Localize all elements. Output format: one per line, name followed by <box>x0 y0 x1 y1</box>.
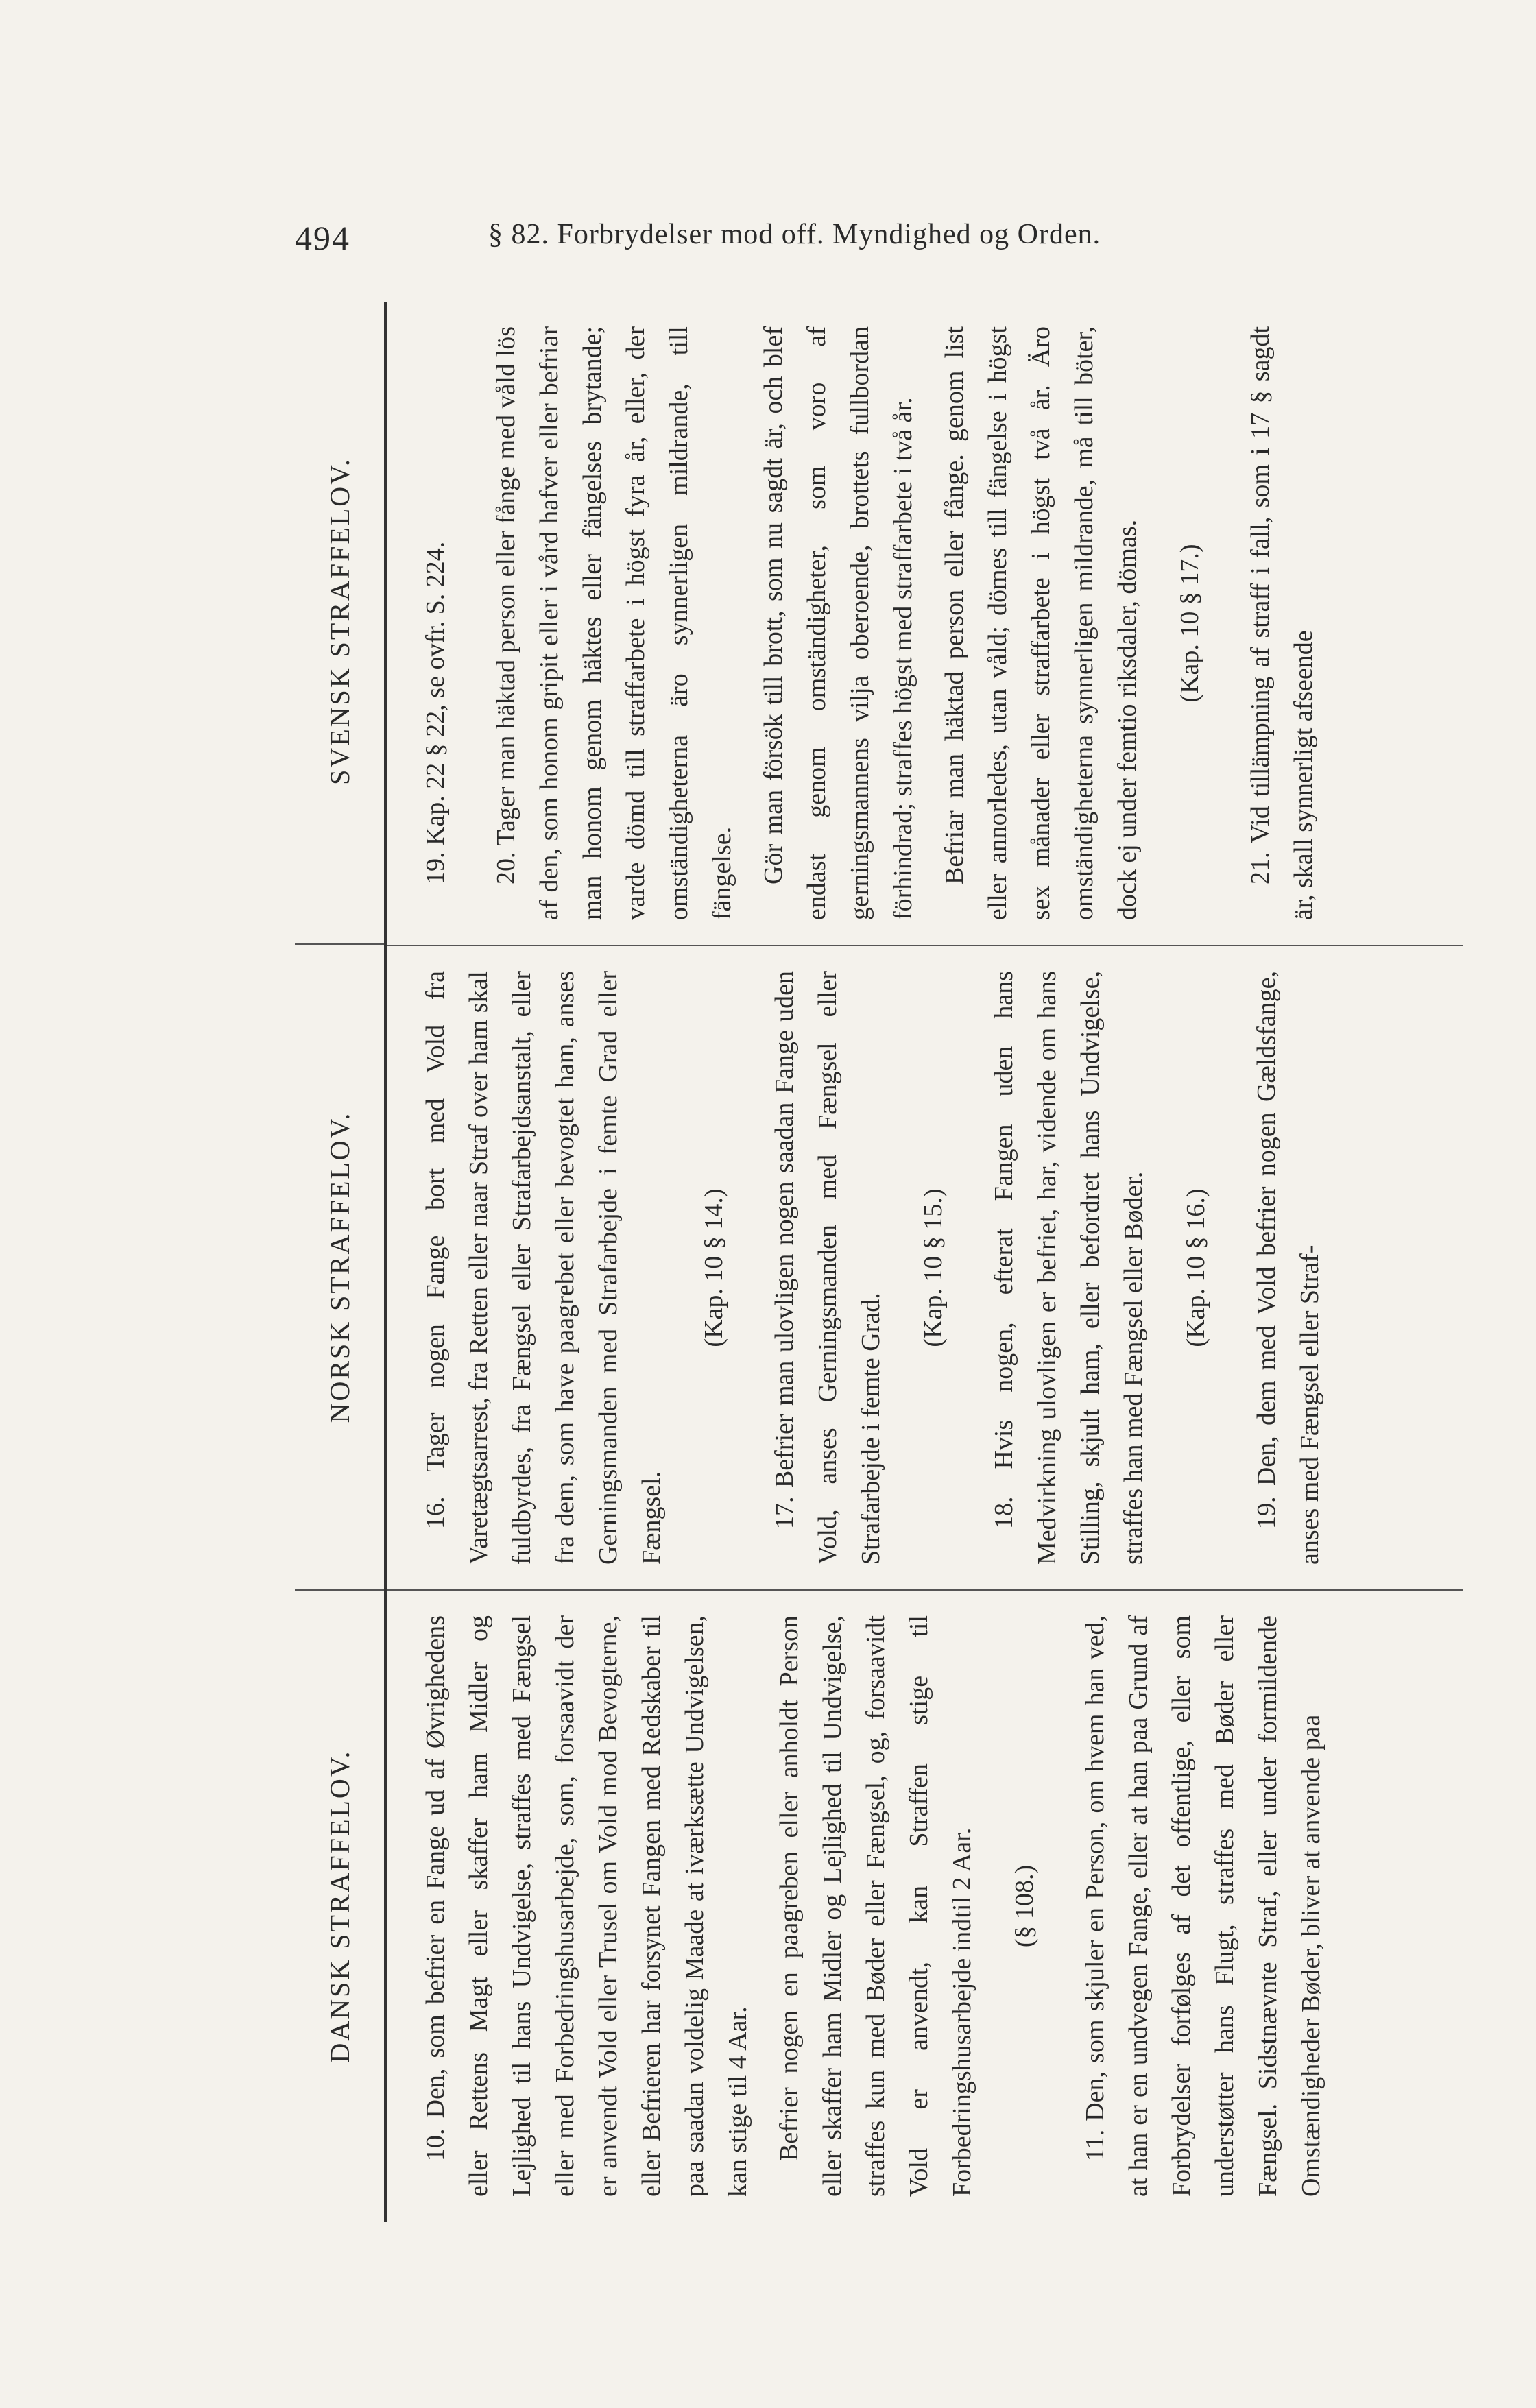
norsk-paragraph-18: 18. Hvis nogen, efterat Fangen uden hans Medvirkning ulovligen er befriet, har, vidende om hans Stilling, skjult ham, eller befordret hans Undvigelse, straffes han med Fængsel eller Bøder. <box>989 971 1148 1565</box>
heading-svensk: SVENSK STRAFFELOV. <box>295 299 384 945</box>
running-head: § 82. Forbrydelser mod off. Myndighed og Orden. <box>488 219 1101 250</box>
norsk-reference-14: (Kap. 10 § 14.) <box>699 1188 728 1347</box>
norsk-reference-16: (Kap. 10 § 16.) <box>1181 1188 1210 1347</box>
column-svensk <box>387 302 1463 946</box>
dansk-paragraph-11: 11. Den, som skjuler en Person, om hvem han ved, at han er en undvegen Fange, eller at han paa Grund af Forbrydelser forfølges af det offentlige, eller som understøtter hans Flugt, straffes med Bøder eller Fængsel. Sidstnævnte Straf, eller under formildende Omstændigheder Bøder, bliver at anvende paa <box>1081 1615 1325 2197</box>
svensk-reference-17: (Kap. 10 § 17.) <box>1175 544 1204 703</box>
heading-norsk: NORSK STRAFFELOV. <box>295 945 384 1591</box>
table-header <box>295 302 387 2222</box>
norsk-reference-15: (Kap. 10 § 15.) <box>919 1188 948 1347</box>
svensk-paragraph-20: 20. Tager man häktad person eller fånge med våld lös af den, som honom gripit eller i vård hafver eller befriar man honom genom häktes eller fängelses brytande; varde dömd till straffarbete i högst fyra år, eller, der omständigheterna äro synnerligen mildrande, till fängelse. <box>492 326 736 920</box>
norsk-paragraph-17: 17. Befrier man ulovligen nogen saadan Fange uden Vold, anses Gerningsmanden med Fængsel eller Strafarbejde i femte Grad. <box>770 971 885 1565</box>
column-dansk <box>387 1591 1463 2222</box>
dansk-paragraph-befrier: Befrier nogen en paagreben eller anholdt Person eller skaffer ham Midler og Lejlighed til Undvigelse, straffes kun med Bøder eller Fængsel, og, forsaavidt Vold er anvendt, kan Straffen stige til Forbedringshusarbejde indtil 2 Aar. <box>775 1615 976 2197</box>
dansk-paragraph-10: 10. Den, som befrier en Fange ud af Øvrighedens eller Rettens Magt eller skaffer ham Midler og Lejlighed til hans Undvigelse, straffes med Fængsel eller med Forbedringshusarbejde, som, forsaavidt der er anvendt Vold eller Trusel om Vold mod Bevogterne, eller Befrieren har forsynet Fangen med Redskaber til paa saadan voldelig Maade at iværksætte Undvigelsen, kan stige til 4 Aar. <box>421 1615 752 2197</box>
table-body <box>387 302 1463 2222</box>
svensk-paragraph-19: 19. Kap. 22 § 22, se ovfr. S. 224. <box>421 541 450 884</box>
svensk-paragraph-forsok: Gör man försök till brott, som nu sagdt är, och blef endast genom omständigheter, som voro af gerningsmannens vilja oberoende, brottets fullbordan förhindrad; straffes högst med straffarbete i två år. <box>759 326 917 920</box>
svensk-paragraph-21: 21. Vid tillämpning af straff i fall, som i 17 § sagdt är, skall synnerligt afseende <box>1246 326 1318 920</box>
page-number: 494 <box>295 219 350 257</box>
norsk-paragraph-19: 19. Den, dem med Vold befrier nogen Gældsfange, anses med Fængsel eller Straf- <box>1252 971 1324 1565</box>
column-norsk <box>387 946 1463 1591</box>
dansk-reference: (§ 108.) <box>1010 1864 1039 1948</box>
heading-dansk: DANSK STRAFFELOV. <box>324 1749 355 2063</box>
svensk-paragraph-befriar: Befriar man häktad person eller fånge. genom list eller annorledes, utan våld; dömes till fängelse i högst sex månader eller straffarbete i högst två år. Äro omständigheterna synnerligen mildrande, må till böter, dock ej under femtio riksdaler, dömas. <box>940 326 1142 920</box>
rotated-law-table <box>295 302 1461 2222</box>
norsk-paragraph-16: 16. Tager nogen Fange bort med Vold fra Varetægtsarrest, fra Retten eller naar Straf over ham skal fuldbyrdes, fra Fængsel eller Strafarbejdsanstalt, eller fra dem, som have paagrebet eller bevogtet ham, anses Gerningsmanden med Strafarbejde i femte Grad eller Fængsel. <box>421 971 666 1565</box>
